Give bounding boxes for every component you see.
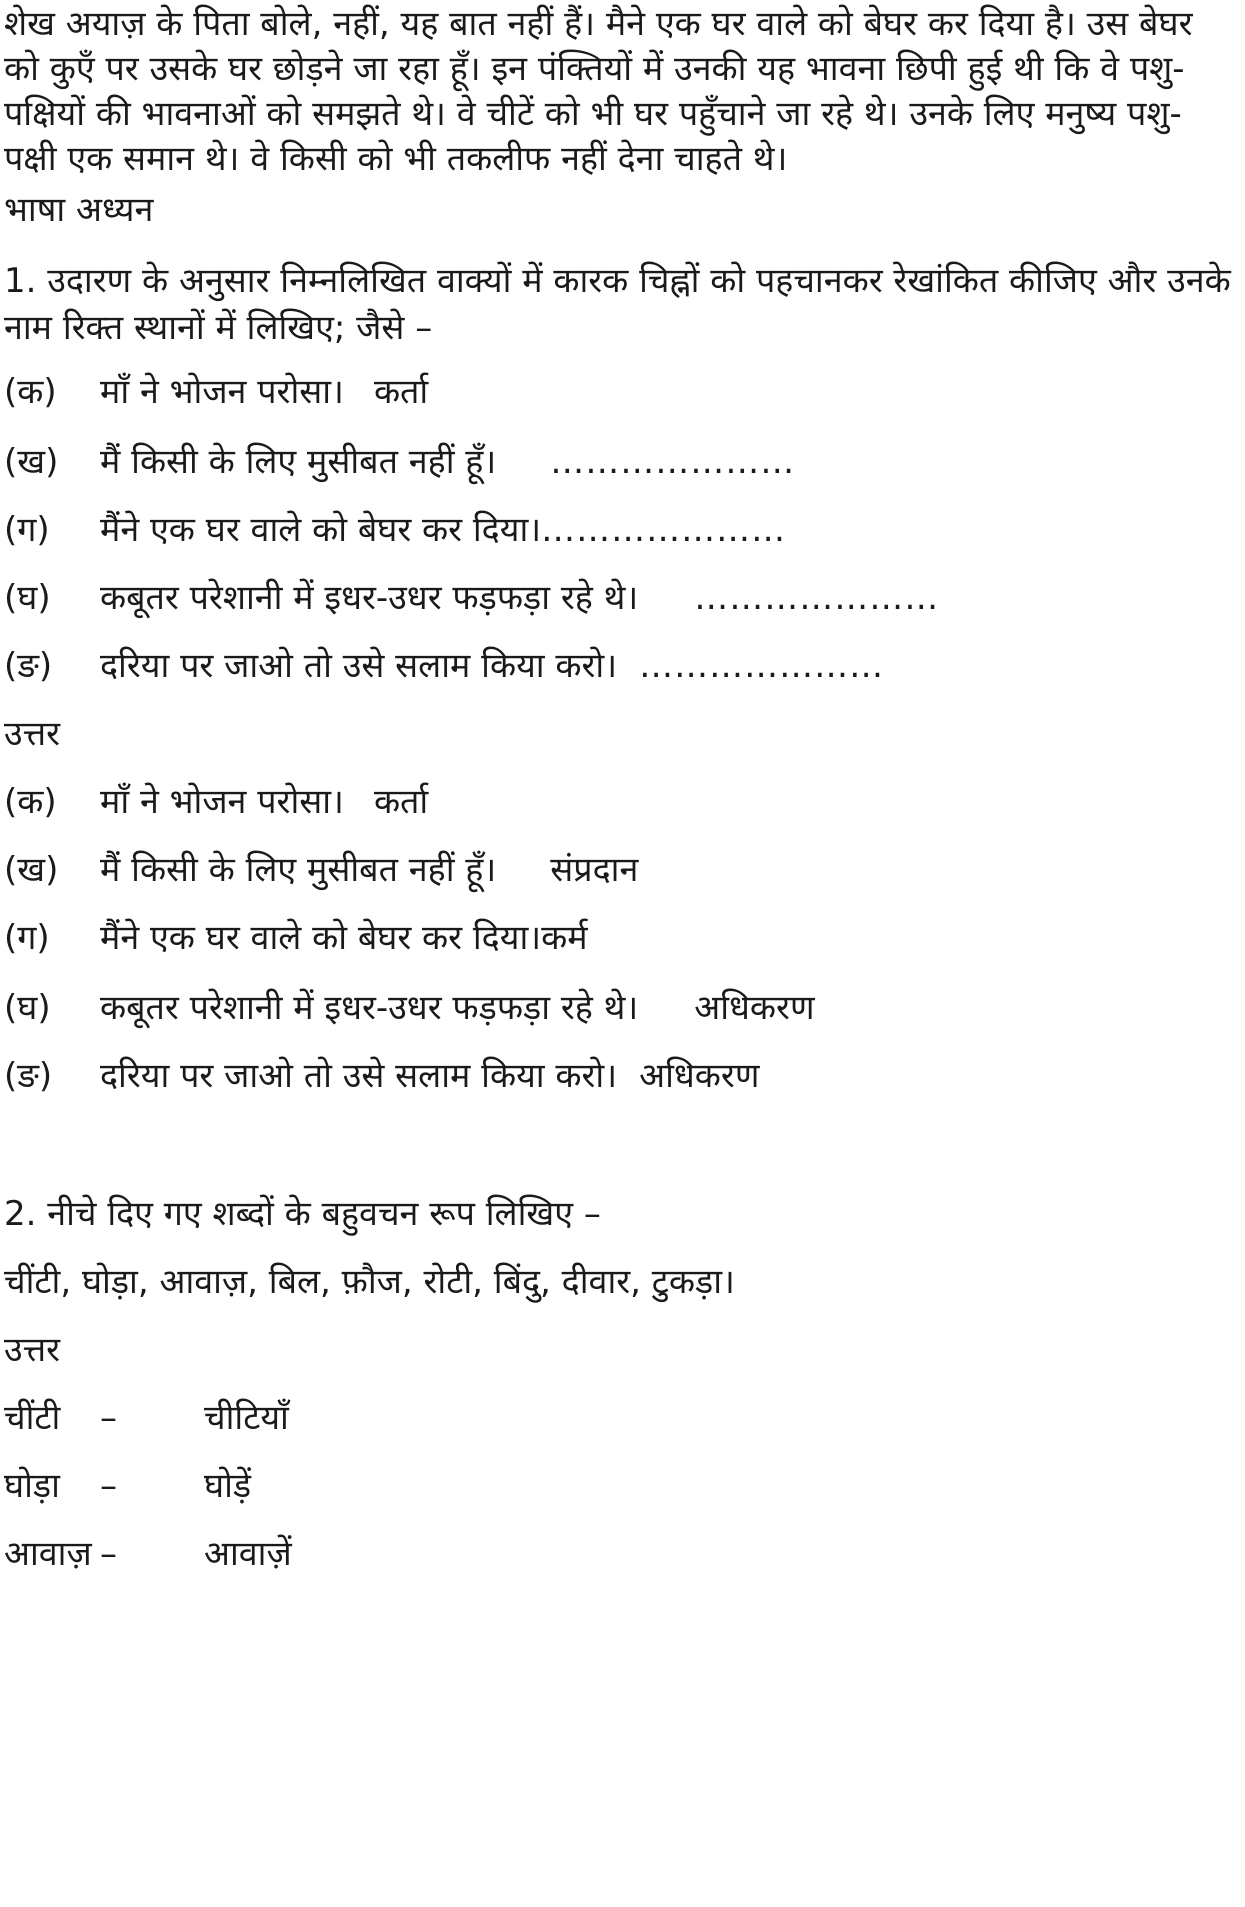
- answer-mark: (ख): [4, 850, 59, 890]
- answer-value: संप्रदान: [550, 850, 639, 890]
- answer-dash: –: [100, 1398, 117, 1438]
- answer-plural: आवाज़ें: [204, 1534, 292, 1574]
- answer-dash: –: [100, 1466, 117, 1506]
- q2-words: चींटी, घोड़ा, आवाज़, बिल, फ़ौज, रोटी, बिंदु, दीवार, टुकड़ा।: [4, 1262, 735, 1302]
- item-sentence: मैंने एक घर वाले को बेघर कर दिया।: [100, 510, 542, 550]
- item-mark: (क): [4, 372, 57, 412]
- item-mark: (ख): [4, 442, 59, 482]
- answer-dash: –: [100, 1534, 117, 1574]
- q1-item: [4, 442, 795, 482]
- q1-item: [4, 646, 884, 686]
- q2-answer-row: [4, 1534, 292, 1574]
- q1-item: [4, 510, 786, 550]
- item-sentence: मैं किसी के लिए मुसीबत नहीं हूँ।: [100, 442, 497, 482]
- item-blank: कर्ता: [373, 372, 429, 412]
- q1-question: 1. उदारण के अनुसार निम्नलिखित वाक्यों में कारक चिह्नों को पहचानकर रेखांकित कीजिए और उनके नाम रिक्त स्थानों में लिखिए; जैसे –: [4, 261, 1231, 348]
- item-blank: …………………: [550, 442, 796, 482]
- q2-question: 2. नीचे दिए गए शब्दों के बहुवचन रूप लिखिए –: [4, 1194, 601, 1234]
- answer-sentence: माँ ने भोजन परोसा।: [100, 782, 344, 822]
- item-sentence: दरिया पर जाओ तो उसे सलाम किया करो।: [100, 646, 618, 686]
- section-heading: भाषा अध्यन: [4, 190, 154, 230]
- answer-sentence: मैंने एक घर वाले को बेघर कर दिया।: [100, 918, 542, 958]
- q1-answer: [4, 1056, 759, 1096]
- answer-value: कर्ता: [373, 782, 429, 822]
- item-blank: …………………: [639, 646, 885, 686]
- answer-mark: (ङ): [4, 1056, 53, 1096]
- answer-sentence: कबूतर परेशानी में इधर-उधर फड़फड़ा रहे थे।: [100, 988, 639, 1028]
- q2-answer-row: [4, 1466, 251, 1506]
- intro-paragraph: शेख अयाज़ के पिता बोले, नहीं, यह बात नहीं हैं। मैने एक घर वाले को बेघर कर दिया है। उस बेघर को कुएँ पर उसके घर छोड़ने जा रहा हूँ। इन पंक्तियों में उनकी यह भावना छिपी हुई थी कि वे पशु-पक्षियों की भावनाओं को समझते थे। वे चीटें को भी घर पहुँचाने जा रहे थे। उनके लिए मनुष्य पशु-पक्षी एक समान थे। वे किसी को भी तकलीफ नहीं देना चाहते थे।: [4, 4, 1193, 179]
- answer-sentence: मैं किसी के लिए मुसीबत नहीं हूँ।: [100, 850, 497, 890]
- answer-plural: घोड़ें: [204, 1466, 252, 1506]
- answer-word: घोड़ा: [4, 1466, 60, 1506]
- answer-word: आवाज़: [4, 1534, 92, 1574]
- q2-answer-label: उत्तर: [4, 1330, 61, 1370]
- item-mark: (ङ): [4, 646, 53, 686]
- item-mark: (ग): [4, 510, 50, 550]
- q1-item: [4, 578, 939, 618]
- q1-answer: [4, 850, 638, 890]
- item-sentence: कबूतर परेशानी में इधर-उधर फड़फड़ा रहे थे।: [100, 578, 639, 618]
- answer-value: कर्म: [541, 918, 588, 958]
- item-blank: …………………: [694, 578, 940, 618]
- answer-sentence: दरिया पर जाओ तो उसे सलाम किया करो।: [100, 1056, 618, 1096]
- q1-answer-label: उत्तर: [4, 714, 61, 754]
- item-sentence: माँ ने भोजन परोसा।: [100, 372, 344, 412]
- answer-mark: (ग): [4, 918, 50, 958]
- q2-answer-row: [4, 1398, 289, 1438]
- q1-answer: [4, 782, 428, 822]
- answer-word: चींटी: [4, 1398, 61, 1438]
- q1-item: [4, 372, 428, 412]
- answer-mark: (घ): [4, 988, 51, 1028]
- answer-value: अधिकरण: [639, 1056, 760, 1096]
- answer-mark: (क): [4, 782, 57, 822]
- answer-plural: चीटियाँ: [204, 1398, 289, 1438]
- q1-answer: [4, 988, 815, 1028]
- q1-answer: [4, 918, 588, 958]
- item-mark: (घ): [4, 578, 51, 618]
- answer-value: अधिकरण: [694, 988, 815, 1028]
- item-blank: …………………: [541, 510, 787, 550]
